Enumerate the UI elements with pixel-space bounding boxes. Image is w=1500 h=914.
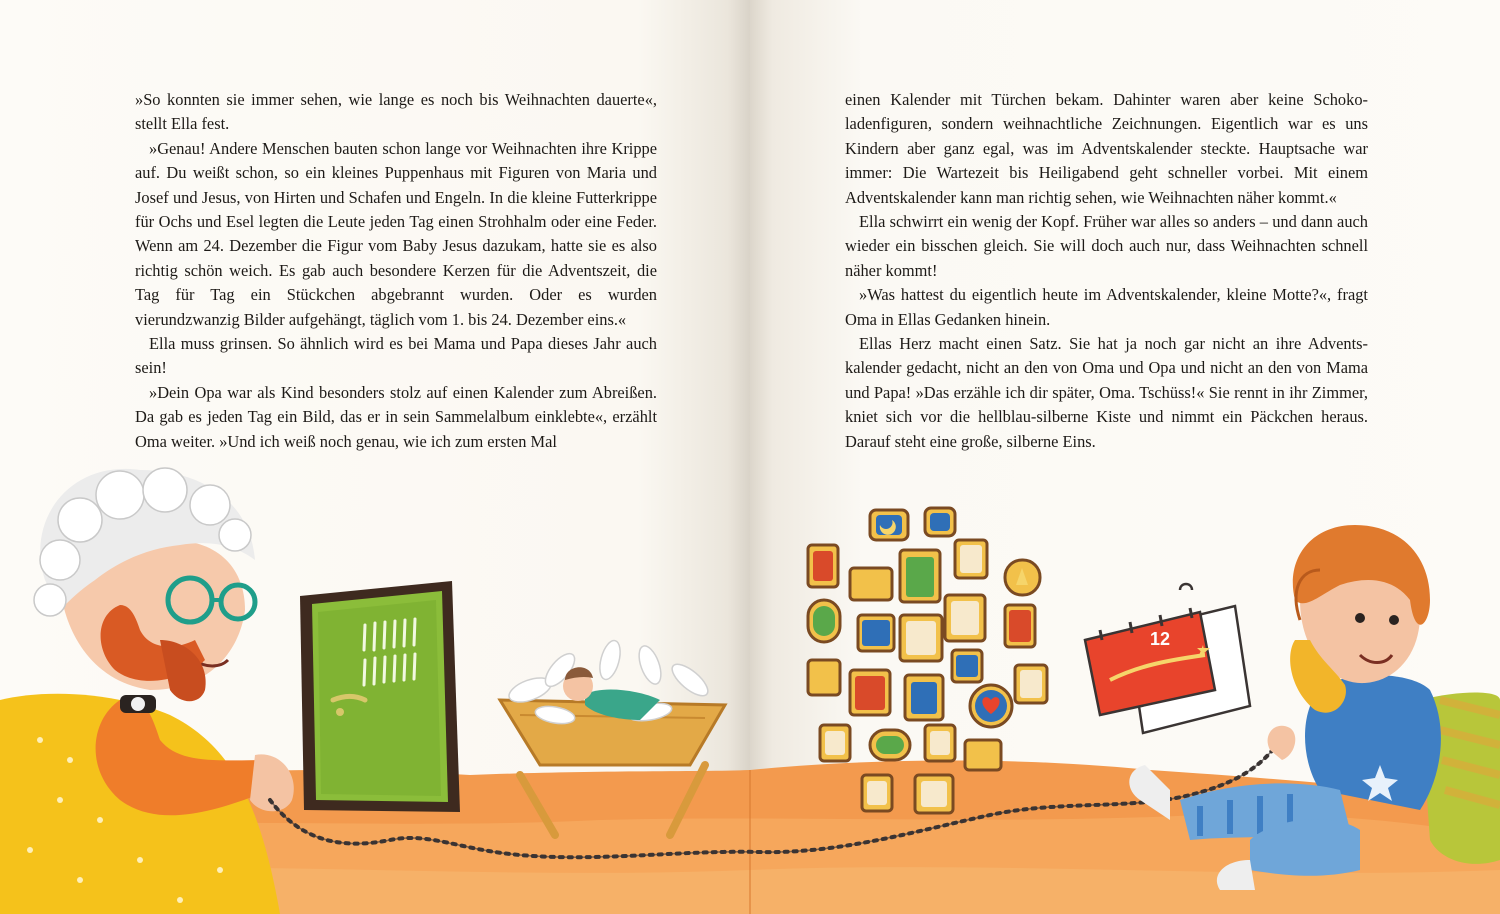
grandma-figure bbox=[0, 468, 294, 914]
paragraph: »Dein Opa war als Kind besonders stolz auf einen Kalender zum Abreißen. Da gab es jeden Tag ein Bild, das er in sein Sammelalbum einklebte«, erzählt Oma weiter. »Und ich weiß noch genau, wie ich zum ersten Mal bbox=[135, 382, 657, 451]
calendar-day-number: 12 bbox=[1150, 629, 1171, 649]
paragraph: Ella schwirrt ein wenig der Kopf. Früher war alles so anders – und dann auch wieder ein bisschen gleich. Sie will doch auch nur, dass Weihnachten schnell näher kommt! bbox=[845, 212, 1368, 280]
door-figure bbox=[300, 581, 460, 812]
paragraph: einen Kalender mit Türchen bekam. Dahinter waren aber keine Schokoladenfiguren, sondern weihnachtliche Zeichnungen. Eigentlich war es uns Kindern aber ganz egal, was im Adventskalender steckte. Hauptsache war immer: Die Wartezeit bis Heiligabend geht schneller vorbei. Mit einem Adventskalender kann man richtig sehen, wie Weihnachten näher kommt.« bbox=[845, 90, 1368, 207]
paragraph: Ellas Herz macht einen Satz. Sie hat ja noch gar nicht an ihre Adventskalender gedacht, nicht an den von Oma und Opa und nicht an den von Mama und Papa! »Das erzähle ich dir später, Oma. Tschüss!« Sie rennt in ihr Zimmer, kniet sich vor die hellblau-silberne Kiste und nimmt ein Päckchen heraus. Darauf steht eine große, silberne Eins. bbox=[845, 334, 1368, 451]
tear-off-calendar bbox=[1085, 584, 1250, 733]
paragraph: »Was hattest du eigentlich heute im Adventskalender, kleine Motte?«, fragt Oma in Ellas Gedanken hinein. bbox=[845, 285, 1368, 329]
paragraph: »So konnten sie immer sehen, wie lange es noch bis Weihnachten dauerte«, stellt Ella fest. bbox=[135, 90, 657, 134]
paragraph: Ella muss grinsen. So ähnlich wird es bei Mama und Papa dieses Jahr auch sein! bbox=[135, 334, 657, 378]
paragraph: »Genau! Andere Menschen bauten schon lange vor Weihnachten ihre Krippe auf. Du weißt schon, so ein kleines Puppenhaus mit Figuren von Maria und Josef und Jesus, von Hirten und Schafen und Engeln. In die kleine Futterkrippe für Ochs und Esel legten die Leute jeden Tag einen Strohhalm oder eine Feder. Wenn am 24. Dezember die Figur vom Baby Jesus dazukam, hatte sie es also richtig schön weich. Es gab auch besondere Kerzen für die Adventszeit, die Tag für Tag ein Stückchen abgebrannt wurden. Oder es wurden vierundzwanzig Bilder aufgehängt, täglich vom 1. bis 24. Dezember eins.« bbox=[135, 138, 657, 329]
